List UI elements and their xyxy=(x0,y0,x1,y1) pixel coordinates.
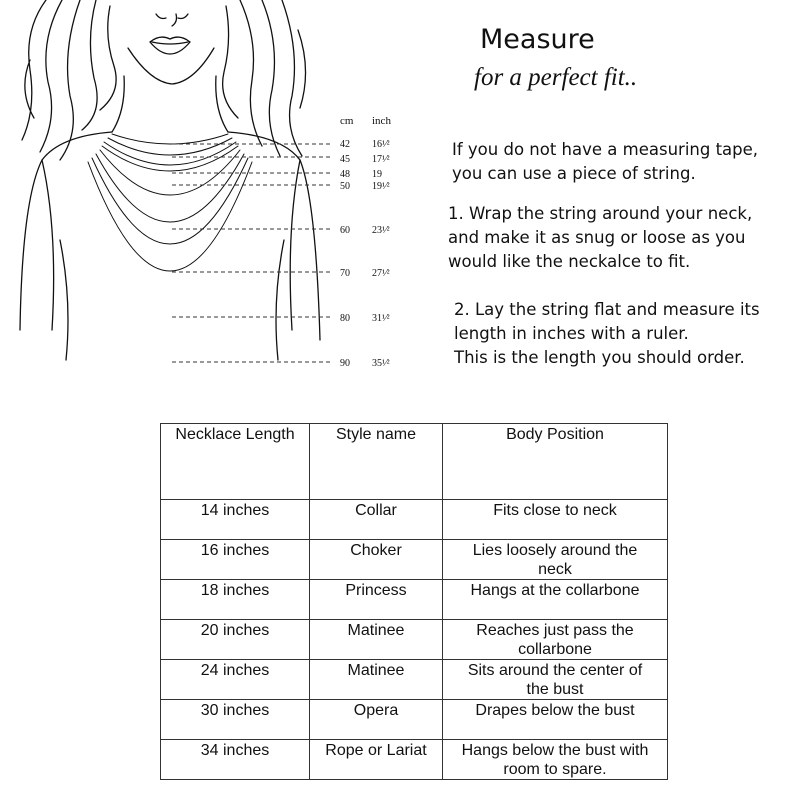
inch-label: 31¹⁄² xyxy=(372,313,390,324)
text-line: would like the neckalce to fit. xyxy=(448,252,691,271)
style-cell: Collar xyxy=(310,500,443,540)
inch-header: inch xyxy=(372,115,391,127)
necklace-chains xyxy=(88,134,252,271)
style-cell: Matinee xyxy=(310,620,443,660)
nose-line xyxy=(172,14,177,26)
cm-label: 45 xyxy=(340,154,350,165)
length-cell: 16 inches xyxy=(161,540,310,580)
table-row xyxy=(161,660,668,700)
style-cell: Princess xyxy=(310,580,443,620)
inch-label: 17¹⁄² xyxy=(372,154,390,165)
cm-label: 42 xyxy=(340,139,350,150)
table-row xyxy=(161,740,668,780)
step-2-paragraph xyxy=(454,298,760,370)
page-title: Measure xyxy=(480,24,595,55)
header-body-position: Body Position xyxy=(443,424,668,500)
cm-label: 90 xyxy=(340,358,350,369)
dashed-guides xyxy=(172,144,332,362)
header-style-name: Style name xyxy=(310,424,443,500)
text-line: This is the length you should order. xyxy=(454,348,745,367)
page-subtitle: for a perfect fit.. xyxy=(474,64,638,91)
text-line: you can use a piece of string. xyxy=(452,164,696,183)
style-cell: Choker xyxy=(310,540,443,580)
header-necklace-length: Necklace Length xyxy=(161,424,310,500)
intro-paragraph xyxy=(452,138,758,186)
inch-label: 19 xyxy=(372,169,382,180)
torso-right xyxy=(228,132,320,340)
inch-label: 19¹⁄² xyxy=(372,181,390,192)
table-header-row xyxy=(161,424,668,500)
cm-label: 70 xyxy=(340,268,350,279)
inch-label: 27¹⁄² xyxy=(372,268,390,279)
text-line: 2. Lay the string flat and measure its xyxy=(454,300,760,319)
position-cell: Hangs below the bust with room to spare. xyxy=(443,740,668,780)
eye-marks xyxy=(156,14,188,19)
necklace-length-illustration xyxy=(0,0,420,400)
cm-label: 60 xyxy=(340,225,350,236)
cm-label: 48 xyxy=(340,169,350,180)
measurement-labels xyxy=(340,139,390,369)
text-line: 1. Wrap the string around your neck, xyxy=(448,204,753,223)
step-1-paragraph xyxy=(448,202,752,274)
style-cell: Rope or Lariat xyxy=(310,740,443,780)
length-cell: 20 inches xyxy=(161,620,310,660)
torso-left xyxy=(20,132,112,330)
inch-label: 23¹⁄² xyxy=(372,225,390,236)
length-cell: 24 inches xyxy=(161,660,310,700)
hair-left xyxy=(22,0,116,160)
table-row xyxy=(161,620,668,660)
style-cell: Matinee xyxy=(310,660,443,700)
table-row xyxy=(161,540,668,580)
position-cell: Drapes below the bust xyxy=(443,700,668,740)
text-line: and make it as snug or loose as you xyxy=(448,228,746,247)
inch-label: 16¹⁄² xyxy=(372,139,390,150)
length-cell: 14 inches xyxy=(161,500,310,540)
length-cell: 18 inches xyxy=(161,580,310,620)
necklace-size-table xyxy=(160,423,668,780)
position-cell: Lies loosely around the neck xyxy=(443,540,668,580)
table-row xyxy=(161,700,668,740)
position-cell: Reaches just pass the collarbone xyxy=(443,620,668,660)
cm-header: cm xyxy=(340,115,354,127)
cm-label: 80 xyxy=(340,313,350,324)
position-cell: Hangs at the collarbone xyxy=(443,580,668,620)
text-line: If you do not have a measuring tape, xyxy=(452,140,759,159)
cm-label: 50 xyxy=(340,181,350,192)
arm-left xyxy=(42,160,68,360)
table-row xyxy=(161,580,668,620)
position-cell: Fits close to neck xyxy=(443,500,668,540)
length-cell: 34 inches xyxy=(161,740,310,780)
arm-right xyxy=(276,160,300,360)
length-cell: 30 inches xyxy=(161,700,310,740)
table-row xyxy=(161,500,668,540)
position-cell: Sits around the center of the bust xyxy=(443,660,668,700)
lips-outline xyxy=(150,37,190,54)
text-line: length in inches with a ruler. xyxy=(454,324,689,343)
style-cell: Opera xyxy=(310,700,443,740)
inch-label: 35¹⁄² xyxy=(372,358,390,369)
